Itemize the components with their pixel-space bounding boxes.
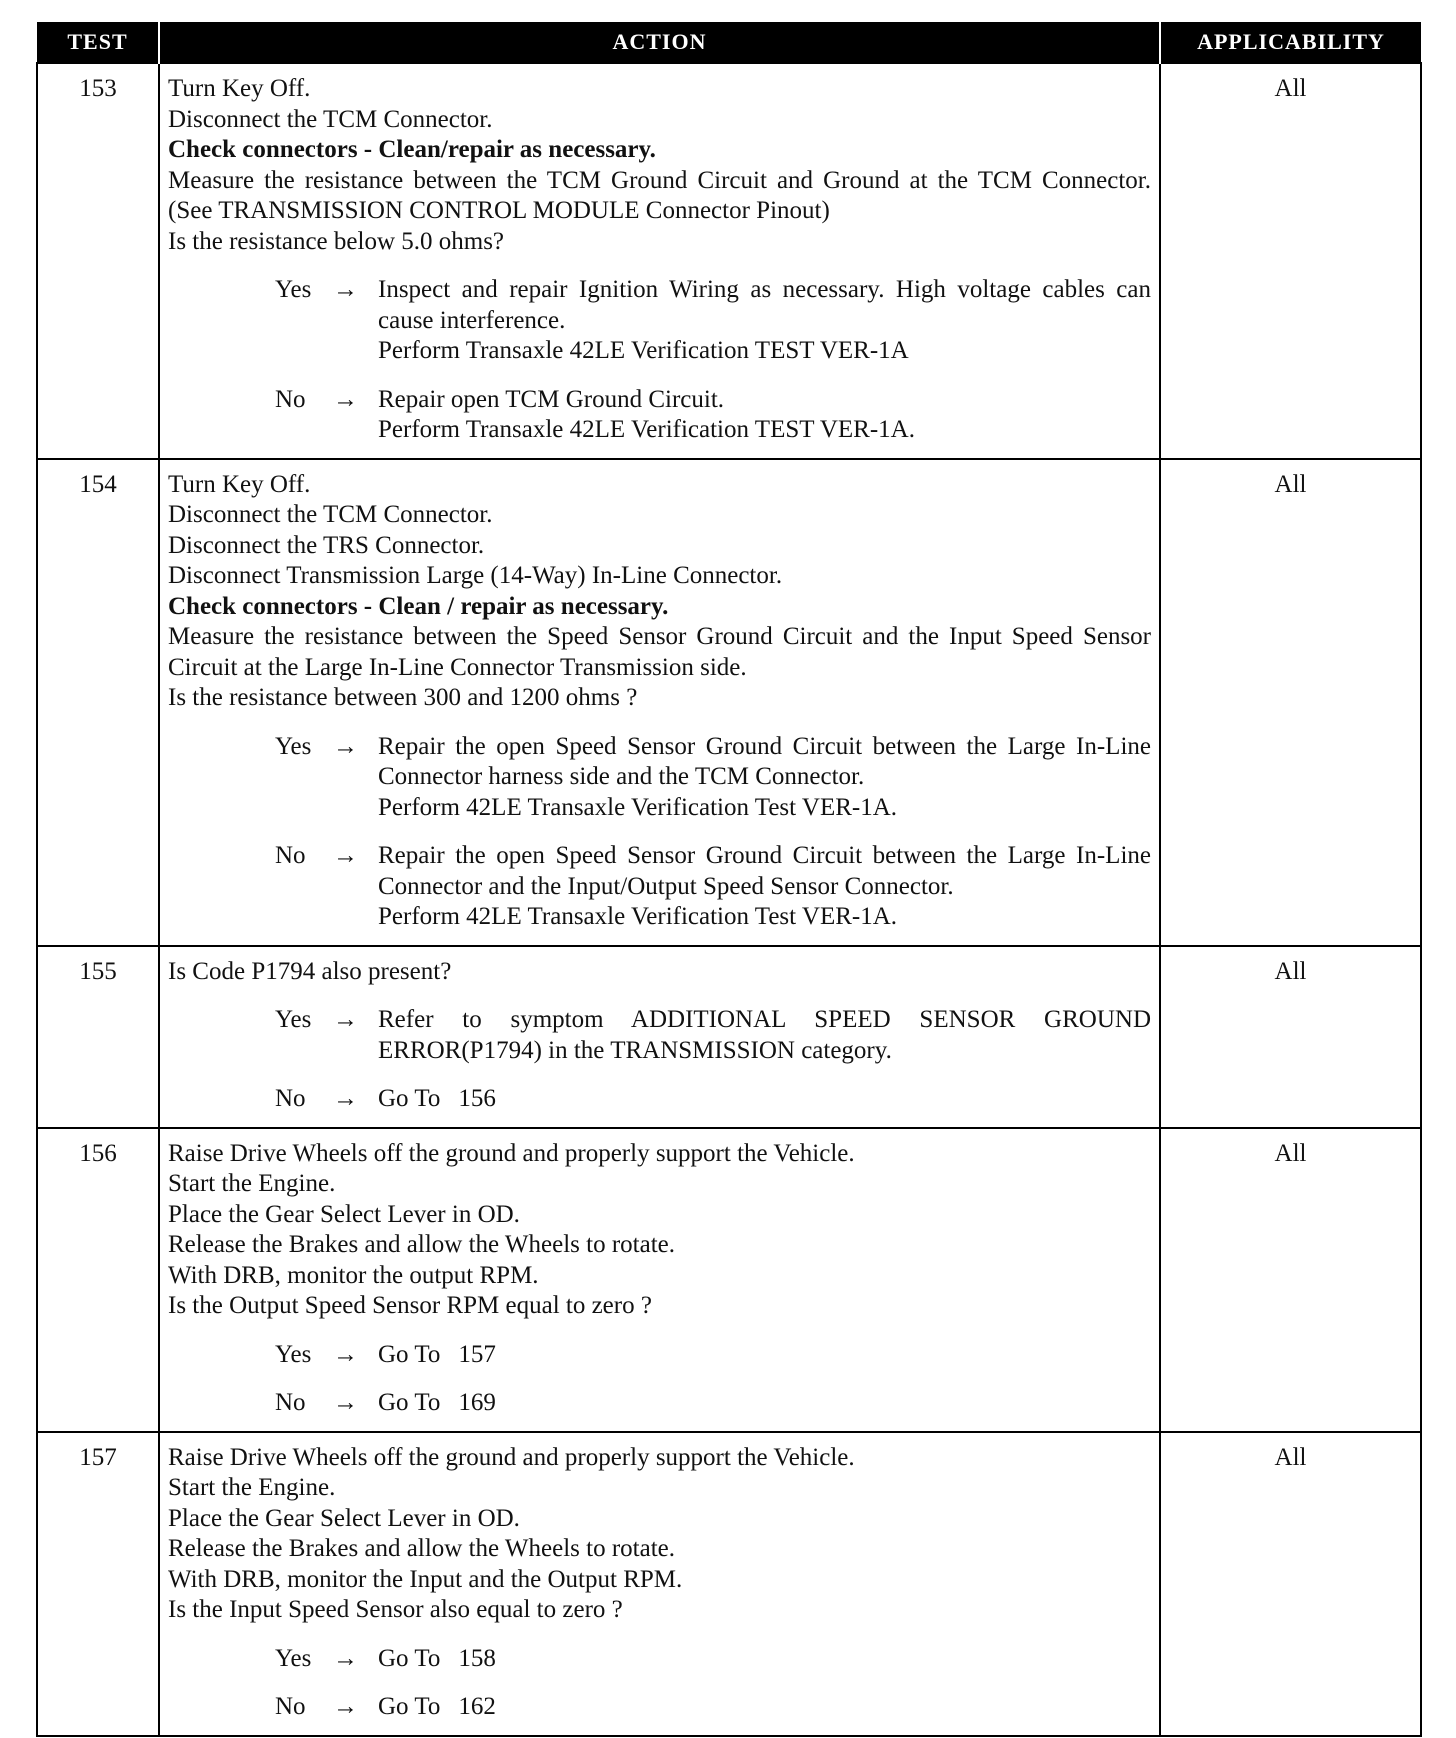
- answer-body: [378, 275, 1151, 367]
- go-to-label: Go To: [378, 1389, 441, 1416]
- action-cell: [159, 63, 1160, 459]
- arrow-right-icon: →: [333, 1006, 358, 1033]
- action-step: With DRB, monitor the output RPM.: [168, 1261, 539, 1289]
- action-step: Disconnect the TRS Connector.: [168, 531, 485, 559]
- answer-no: [275, 1084, 1151, 1115]
- answer-text: Repair the open Speed Sensor Ground Circuit between the Large In-Line Connector harness side and the TCM Connector.: [378, 732, 1151, 790]
- action-step: Disconnect the TCM Connector.: [168, 501, 493, 528]
- answer-label: No: [275, 1693, 306, 1720]
- answer-text: Perform Transaxle 42LE Verification TEST VER-1A.: [378, 416, 915, 443]
- answer-label: Yes: [275, 1340, 312, 1368]
- answer-label: Yes: [275, 732, 312, 760]
- answer-label: Yes: [275, 1006, 312, 1033]
- answer-text: Perform Transaxle 42LE Verification TEST VER-1A: [378, 337, 909, 364]
- arrow-right-icon: →: [333, 1389, 358, 1416]
- header-test: TEST: [37, 22, 159, 63]
- arrow-right-icon: →: [333, 1644, 358, 1672]
- answer-text: Inspect and repair Ignition Wiring as necessary. High voltage cables can cause interference.: [378, 276, 1151, 334]
- diagnostic-table: [36, 22, 1422, 1737]
- answer-no: [275, 1388, 1151, 1419]
- action-question: Is the Output Speed Sensor RPM equal to zero ?: [168, 1292, 652, 1319]
- go-to-label: Go To: [378, 1693, 441, 1720]
- answer-body: [378, 385, 1151, 446]
- answer-label: Yes: [275, 1644, 312, 1672]
- action-step: Disconnect the TCM Connector.: [168, 105, 493, 133]
- applicability-value: All: [1160, 63, 1421, 459]
- action-step: Turn Key Off.: [168, 470, 311, 498]
- table-row: [37, 459, 1421, 946]
- applicability-value: All: [1160, 1432, 1421, 1736]
- action-step: Turn Key Off.: [168, 75, 311, 102]
- arrow-right-icon: →: [333, 1085, 358, 1112]
- test-number: 155: [37, 946, 159, 1128]
- arrow-right-icon: →: [333, 842, 358, 869]
- arrow-right-icon: →: [333, 1693, 358, 1720]
- action-step: With DRB, monitor the Input and the Output RPM.: [168, 1565, 683, 1593]
- answer-body: [378, 1388, 1151, 1419]
- answer-body: [378, 1692, 1151, 1723]
- action-step: Disconnect Transmission Large (14-Way) In-Line Connector.: [168, 562, 783, 589]
- action-step: Start the Engine.: [168, 1170, 336, 1197]
- header-action: ACTION: [159, 22, 1160, 63]
- answer-text: Refer to symptom ADDITIONAL SPEED SENSOR GROUND ERROR(P1794) in the TRANSMISSION category.: [378, 1006, 1151, 1064]
- go-to-label: Go To: [378, 1085, 441, 1112]
- arrow-right-icon: →: [333, 276, 358, 303]
- action-step: Release the Brakes and allow the Wheels to rotate.: [168, 1231, 675, 1258]
- action-step-emphasis: Check connectors - Clean/repair as necessary.: [168, 136, 656, 163]
- action-cell: [159, 1128, 1160, 1432]
- action-step: Raise Drive Wheels off the ground and properly support the Vehicle.: [168, 1443, 855, 1471]
- answer-text: Perform 42LE Transaxle Verification Test VER-1A.: [378, 903, 898, 930]
- answer-text: Repair the open Speed Sensor Ground Circuit between the Large In-Line Connector and the Input/Output Speed Sensor Connector.: [378, 842, 1151, 900]
- action-step: Raise Drive Wheels off the ground and properly support the Vehicle.: [168, 1139, 855, 1167]
- go-to-label: Go To: [378, 1340, 441, 1368]
- answer-yes: [275, 1340, 1151, 1371]
- test-number: 154: [37, 459, 159, 946]
- answer-body: [378, 1644, 1151, 1675]
- test-number: 157: [37, 1432, 159, 1736]
- applicability-value: All: [1160, 1128, 1421, 1432]
- go-to-target: 156: [458, 1085, 496, 1112]
- action-question: Is the Input Speed Sensor also equal to zero ?: [168, 1596, 623, 1623]
- answer-body: [378, 1084, 1151, 1115]
- test-number: 153: [37, 63, 159, 459]
- answer-no: [275, 841, 1151, 933]
- table-row: [37, 1128, 1421, 1432]
- action-question: Is Code P1794 also present?: [168, 957, 452, 985]
- diagnostic-page: [36, 22, 1420, 1737]
- answer-yes: [275, 732, 1151, 824]
- answer-text: Repair open TCM Ground Circuit.: [378, 385, 725, 413]
- applicability-value: All: [1160, 459, 1421, 946]
- answer-label: No: [275, 1389, 306, 1416]
- arrow-right-icon: →: [333, 732, 358, 760]
- answer-body: [378, 1005, 1151, 1066]
- go-to-target: 162: [458, 1693, 496, 1720]
- action-question: Is the resistance below 5.0 ohms?: [168, 227, 505, 255]
- action-cell: [159, 1432, 1160, 1736]
- test-number: 156: [37, 1128, 159, 1432]
- answer-label: Yes: [275, 276, 312, 303]
- applicability-value: All: [1160, 946, 1421, 1128]
- table-row: [37, 1432, 1421, 1736]
- answer-label: No: [275, 385, 306, 413]
- answer-yes: [275, 1644, 1151, 1675]
- action-step: Place the Gear Select Lever in OD.: [168, 1200, 520, 1228]
- answer-no: [275, 1692, 1151, 1723]
- go-to-target: 157: [458, 1340, 496, 1368]
- table-header: [37, 22, 1421, 63]
- answer-yes: [275, 1005, 1151, 1066]
- action-step-emphasis: Check connectors - Clean / repair as necessary.: [168, 592, 669, 620]
- table-row: [37, 63, 1421, 459]
- arrow-right-icon: →: [333, 1340, 358, 1368]
- go-to-target: 158: [458, 1644, 496, 1672]
- action-step: Measure the resistance between the Speed Sensor Ground Circuit and the Input Speed Sensor Circuit at the Large In-Line Connector Transmission side.: [168, 623, 1151, 681]
- header-applicability: APPLICABILITY: [1160, 22, 1421, 63]
- action-step: Place the Gear Select Lever in OD.: [168, 1504, 520, 1532]
- table-row: [37, 946, 1421, 1128]
- answer-body: [378, 1340, 1151, 1371]
- arrow-right-icon: →: [333, 385, 358, 413]
- action-question: Is the resistance between 300 and 1200 ohms ?: [168, 684, 638, 711]
- answer-yes: [275, 275, 1151, 367]
- action-cell: [159, 946, 1160, 1128]
- answer-text: Perform 42LE Transaxle Verification Test VER-1A.: [378, 793, 898, 821]
- answer-no: [275, 385, 1151, 446]
- action-step: Measure the resistance between the TCM Ground Circuit and Ground at the TCM Connector. (See TRANSMISSION CONTROL MODULE Connector Pinout): [168, 166, 1151, 224]
- answer-label: No: [275, 1085, 306, 1112]
- table-body: [37, 63, 1421, 1736]
- action-step: Release the Brakes and allow the Wheels to rotate.: [168, 1535, 675, 1562]
- action-step: Start the Engine.: [168, 1474, 336, 1501]
- go-to-label: Go To: [378, 1644, 441, 1672]
- answer-body: [378, 841, 1151, 933]
- go-to-target: 169: [458, 1389, 496, 1416]
- action-cell: [159, 459, 1160, 946]
- answer-label: No: [275, 842, 306, 869]
- answer-body: [378, 732, 1151, 824]
